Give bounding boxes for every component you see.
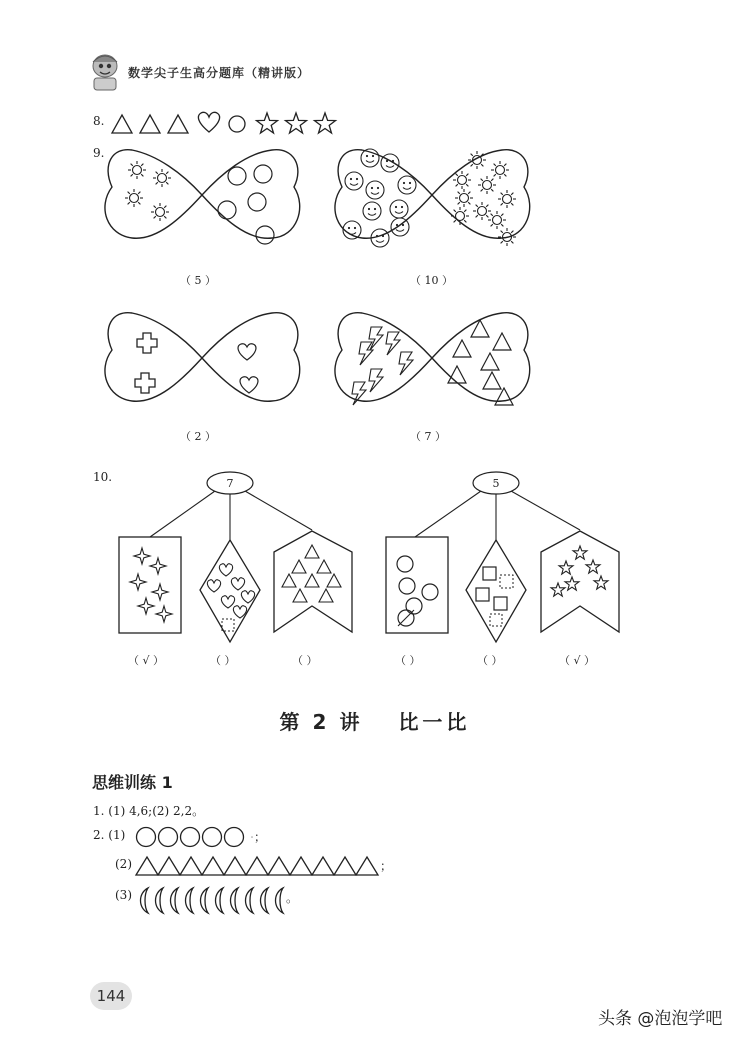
question-8-number: 8.: [93, 114, 105, 128]
answer-blank: （ 5 ）: [180, 274, 216, 287]
triangle-icon: [158, 857, 180, 875]
triangle-icon: [268, 857, 290, 875]
triangle-icon: [334, 857, 356, 875]
moon-icon: [201, 888, 209, 913]
answer-line-2-2-end: ；: [380, 859, 393, 873]
moon-icon: [156, 888, 164, 913]
answer-line-2-end: ；: [254, 830, 267, 844]
answer-blank: （ ）: [477, 654, 503, 667]
triangle-icon: [202, 857, 224, 875]
circle-icon: [159, 828, 178, 847]
watermark: 头条 @泡泡学吧: [598, 1009, 723, 1029]
moon-icon: [141, 888, 149, 913]
moon-icon: [261, 888, 269, 913]
triangle-icon: [180, 857, 202, 875]
page-number: 144: [90, 982, 132, 1010]
lecture-suffix: 讲: [339, 710, 361, 734]
answer-blank: （ ）: [210, 654, 236, 667]
moon-icon: [246, 888, 254, 913]
answer-line-2-3-end: 。: [286, 891, 299, 905]
answer-line-2-2-label: (2): [115, 857, 132, 871]
lecture-prefix: 第: [279, 710, 301, 734]
answer-blank: （ 2 ）: [180, 430, 216, 443]
triangle-icon: [290, 857, 312, 875]
triangle-row: [136, 857, 378, 875]
moon-icon: [276, 888, 284, 913]
answer-blank: （ 7 ）: [410, 430, 446, 443]
triangle-icon: [224, 857, 246, 875]
answer-blank: （ √ ）: [128, 654, 165, 667]
answer-blank: （ √ ）: [559, 654, 596, 667]
circle-icon: [137, 828, 156, 847]
moon-icon: [216, 888, 224, 913]
lecture-number: 2: [312, 710, 328, 734]
circle-icon: [181, 828, 200, 847]
answer-line-2-label: 2. (1): [93, 828, 126, 842]
answer-blank: （ 10 ）: [410, 274, 453, 287]
triangle-icon: [356, 857, 378, 875]
node-value: 5: [492, 477, 500, 490]
answer-line-1: 1. (1) 4,6;(2) 2,2。: [93, 804, 205, 818]
moon-icon: [171, 888, 179, 913]
answer-blank: （ ）: [292, 654, 318, 667]
node-value: 7: [226, 477, 234, 490]
answer-line-2-3-label: (3): [115, 888, 132, 902]
moon-icon: [186, 888, 194, 913]
lecture-topic: 比一比: [398, 710, 471, 734]
triangle-icon: [136, 857, 158, 875]
question-10-number: 10.: [93, 470, 113, 484]
circle-icon: [203, 828, 222, 847]
answer-blank: （ ）: [395, 654, 421, 667]
moon-row: [141, 888, 284, 913]
section-title: 思维训练 1: [92, 773, 173, 792]
circle-icon: [225, 828, 244, 847]
triangle-icon: [312, 857, 334, 875]
triangle-icon: [246, 857, 268, 875]
moon-icon: [231, 888, 239, 913]
book-title: 数学尖子生高分题库（精讲版）: [128, 66, 311, 80]
question-9-number: 9.: [93, 146, 105, 160]
